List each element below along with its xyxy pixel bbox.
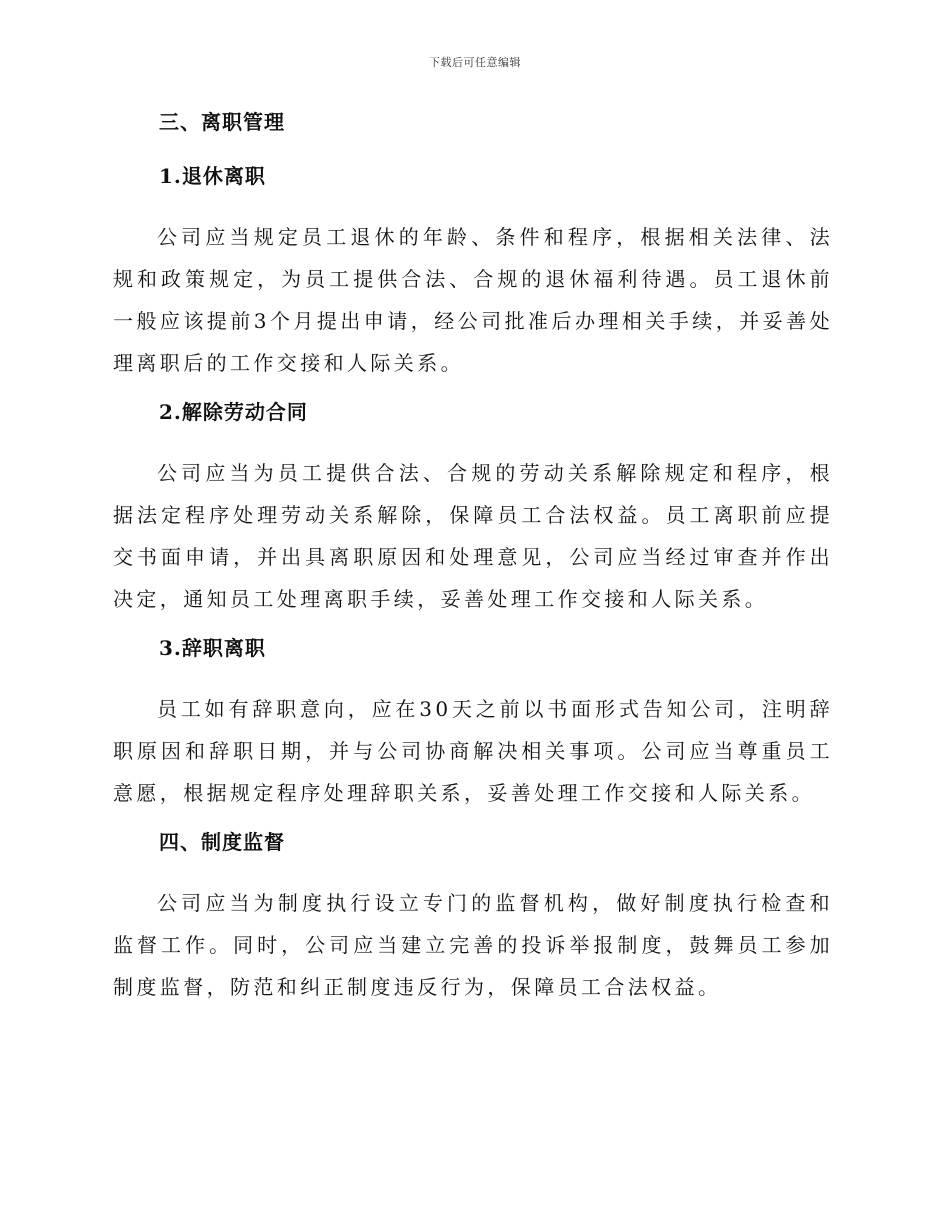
paragraph-contract-termination: 公司应当为员工提供合法、合规的劳动关系解除规定和程序，根据法定程序处理劳动关系解除，保障员工合法权益。员工离职前应提交书面申请，并出具离职原因和处理意见，公司应当经过审查并作出决定，通知员工处理离职手续，妥善处理工作交接和人际关系。: [113, 461, 833, 611]
section-heading-resignation-management: 三、离职管理: [159, 110, 285, 134]
document-body: [113, 108, 833, 1022]
section-heading-policy-supervision: 四、制度监督: [159, 830, 285, 854]
paragraph-policy-supervision: 公司应当为制度执行设立专门的监督机构，做好制度执行检查和监督工作。同时，公司应当建立完善的投诉举报制度，鼓舞员工参加制度监督，防范和纠正制度违反行为，保障员工合法权益。: [113, 891, 833, 999]
subheading-contract-termination: 2.解除劳动合同: [159, 400, 308, 424]
subheading-voluntary-resignation: 3.辞职离职: [159, 636, 266, 660]
paragraph-retirement: 公司应当规定员工退休的年龄、条件和程序，根据相关法律、法规和政策规定，为员工提供合法、合规的退休福利待遇。员工退休前一般应该提前3个月提出申请，经公司批准后办理相关手续，并妥善处理离职后的工作交接和人际关系。: [113, 225, 833, 375]
header-note: 下载后可任意编辑: [429, 56, 521, 69]
paragraph-voluntary-resignation: 员工如有辞职意向，应在30天之前以书面形式告知公司，注明辞职原因和辞职日期，并与公司协商解决相关事项。公司应当尊重员工意愿，根据规定程序处理辞职关系，妥善处理工作交接和人际关系。: [113, 697, 833, 805]
subheading-retirement: 1.退休离职: [159, 164, 266, 188]
